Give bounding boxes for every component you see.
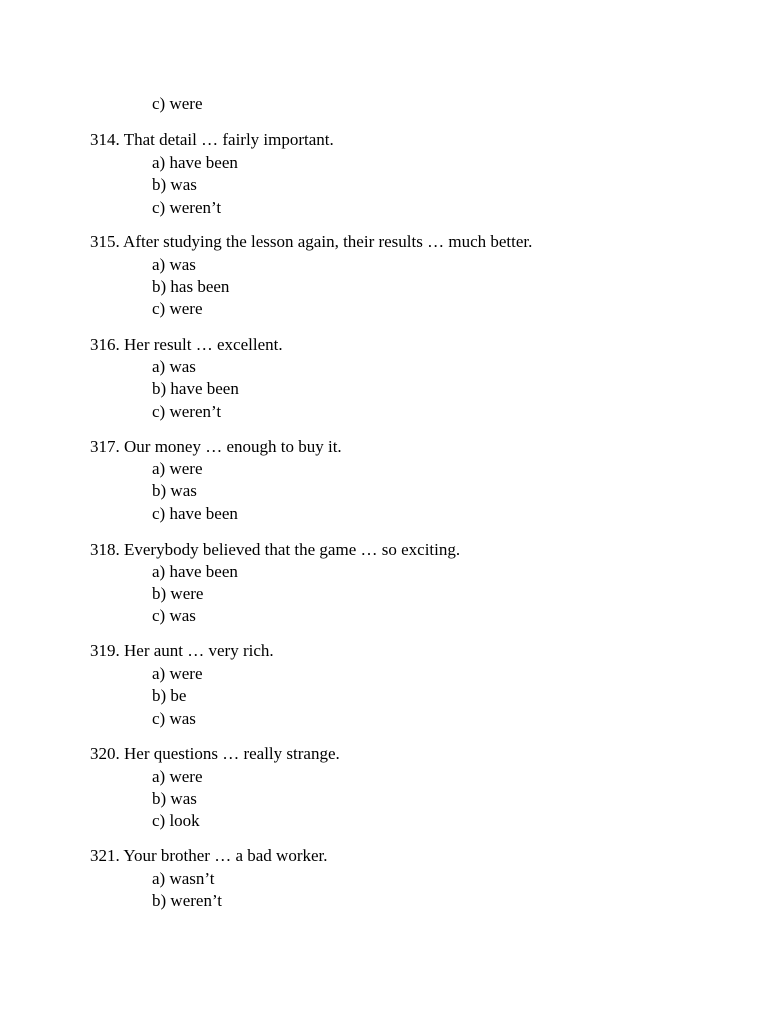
option-text: a) were — [152, 664, 203, 683]
option-text: b) was — [152, 175, 197, 194]
question-text: 321. Your brother … a bad worker. — [90, 846, 328, 865]
question-text: 316. Her result … excellent. — [90, 335, 283, 354]
question-text: 318. Everybody believed that the game … so exciting. — [90, 540, 461, 559]
question-text: 315. After studying the lesson again, their results … much better. — [90, 232, 533, 251]
option-text: b) weren’t — [152, 891, 223, 910]
option-text: c) were — [152, 299, 203, 318]
option-text: b) were — [152, 584, 204, 603]
option-text: a) have been — [152, 153, 238, 172]
option-text: c) have been — [152, 504, 238, 523]
option-text: a) were — [152, 767, 203, 786]
option-text: a) was — [152, 357, 196, 376]
question-text: 320. Her questions … really strange. — [90, 744, 340, 763]
option-text: b) have been — [152, 379, 239, 398]
option-text: a) were — [152, 459, 203, 478]
option-text: c) were — [152, 94, 203, 113]
option-text: b) was — [152, 789, 197, 808]
option-text: c) weren’t — [152, 402, 222, 421]
question-text: 319. Her aunt … very rich. — [90, 641, 274, 660]
option-text: c) look — [152, 811, 200, 830]
option-text: b) has been — [152, 277, 230, 296]
question-text: 317. Our money … enough to buy it. — [90, 437, 342, 456]
option-text: b) be — [152, 686, 187, 705]
option-text: b) was — [152, 481, 197, 500]
option-text: c) was — [152, 606, 196, 625]
option-text: c) was — [152, 709, 196, 728]
option-text: c) weren’t — [152, 198, 222, 217]
option-text: a) have been — [152, 562, 238, 581]
option-text: a) was — [152, 255, 196, 274]
question-text: 314. That detail … fairly important. — [90, 130, 334, 149]
option-text: a) wasn’t — [152, 869, 215, 888]
